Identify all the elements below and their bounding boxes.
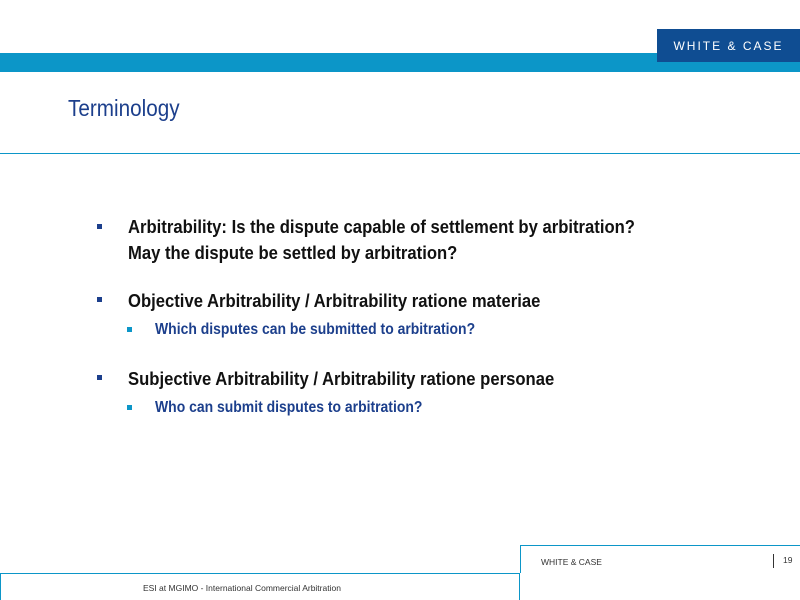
- footer-separator: [773, 554, 774, 568]
- footer-brand: WHITE & CASE: [541, 557, 602, 567]
- slide-title: Terminology: [68, 95, 180, 121]
- small-square-bullet-icon: [127, 405, 132, 410]
- logo-text: WHITE & CASE: [673, 38, 784, 53]
- square-bullet-icon: [97, 375, 102, 380]
- sub-bullet-which-disputes: Which disputes can be submitted to arbitration?: [155, 321, 476, 338]
- square-bullet-icon: [97, 297, 102, 302]
- title-divider: [0, 153, 800, 154]
- bullet-arbitrability-line-1: Arbitrability: Is the dispute capable of settlement by arbitration?: [128, 216, 635, 237]
- footer-caption: ESI at MGIMO - International Commercial Arbitration: [143, 583, 341, 593]
- sub-bullet-who-can-submit: Who can submit disputes to arbitration?: [155, 399, 423, 416]
- footer-brand-area: [520, 545, 800, 573]
- square-bullet-icon: [97, 224, 102, 229]
- footer-caption-area: [0, 573, 520, 600]
- bullet-objective-arbitrability: Objective Arbitrability / Arbitrability ratione materiae: [128, 290, 541, 311]
- white-case-logo: [657, 29, 800, 62]
- bullet-subjective-arbitrability: Subjective Arbitrability / Arbitrability ratione personae: [128, 368, 555, 389]
- small-square-bullet-icon: [127, 327, 132, 332]
- bullet-arbitrability-line-2: May the dispute be settled by arbitration?: [128, 242, 458, 263]
- page-number: 19: [783, 555, 793, 565]
